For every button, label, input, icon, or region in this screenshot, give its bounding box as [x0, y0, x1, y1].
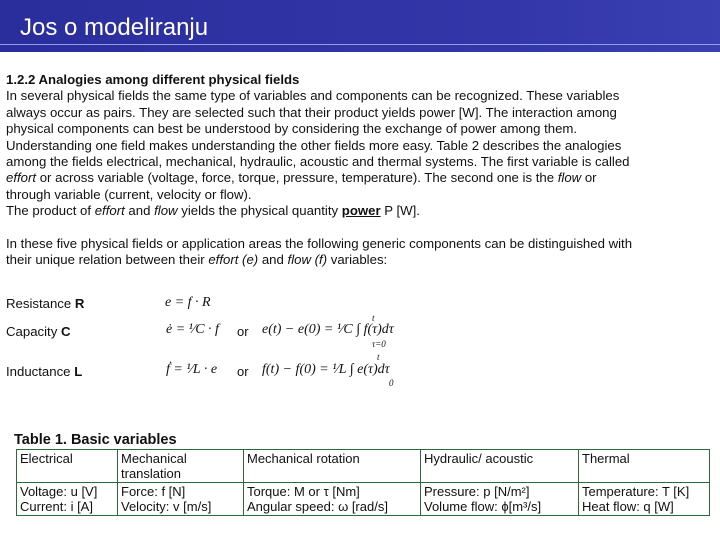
component-inductance	[6, 364, 82, 379]
component-symbol: R	[74, 296, 85, 311]
inductance-or: or	[237, 364, 249, 379]
cell-line: Heat flow: q [W]	[582, 499, 674, 514]
text-run: yields the physical quantity	[177, 203, 342, 219]
paragraph-line: through variable (current, velocity or flow).	[6, 186, 252, 202]
paragraph-line: In several physical fields the same type of variables and components can be recognized. These variables	[6, 88, 620, 104]
table-cell	[421, 483, 579, 516]
term-flow-f: flow (f)	[287, 252, 328, 268]
slide-title: Jos o modeliranju	[20, 14, 209, 41]
slide-header	[0, 0, 720, 52]
text-run: variables:	[327, 252, 388, 268]
component-resistance	[6, 296, 84, 311]
document-body	[6, 72, 712, 268]
cell-line: Angular speed: ω [rad/s]	[247, 499, 388, 514]
component-label: Resistance	[6, 296, 75, 311]
table-header-cell: Mechanical rotation	[244, 450, 421, 483]
table-cell	[17, 483, 118, 516]
cell-line: Volume flow: ϕ[m³/s]	[424, 499, 542, 514]
capacity-integral-upper: t	[372, 313, 375, 323]
inductance-formula-integral: f(t) − f(0) = ¹⁄L ∫ e(τ)dτ	[262, 362, 390, 377]
header-divider	[0, 44, 720, 45]
basic-variables-table	[16, 449, 710, 516]
table-header-cell: Hydraulic/ acoustic	[421, 450, 579, 483]
paragraph-line: among the fields electrical, mechanical, hydraulic, acoustic and thermal systems. The first variable is called	[6, 154, 630, 170]
inductance-integral-lower: 0	[389, 378, 394, 388]
component-symbol: C	[60, 324, 71, 339]
cell-line: Temperature: T [K]	[582, 484, 690, 499]
component-capacity	[6, 324, 71, 339]
table-header-cell: Electrical	[17, 450, 118, 483]
table-header-row	[17, 450, 710, 483]
term-effort: effort	[6, 170, 37, 186]
term-power: power	[341, 203, 381, 219]
cell-line: Force: f [N]	[121, 484, 186, 499]
table-row	[17, 483, 710, 516]
table-title: Table 1. Basic variables	[14, 432, 177, 448]
component-label: Capacity	[6, 324, 61, 339]
cell-line: Current: i [A]	[20, 499, 93, 514]
text-run: and	[124, 203, 155, 219]
table-header-cell: Mechanical translation	[118, 450, 244, 483]
table-cell	[579, 483, 710, 516]
resistance-formula: e = f · R	[165, 295, 211, 310]
cell-line: Pressure: p [N/m²]	[424, 484, 530, 499]
inductance-formula-derivative: ḟ = ¹⁄L · e	[166, 362, 218, 377]
paragraph-line: Understanding one field makes understanding the other fields more easy. Table 2 describes the analogies	[6, 137, 622, 153]
component-label: Inductance	[6, 364, 75, 379]
capacity-formula-integral: e(t) − e(0) = ¹⁄C ∫ f(τ)dτ	[262, 322, 394, 337]
paragraph-line	[6, 252, 712, 268]
table-header-cell: Thermal	[579, 450, 710, 483]
cell-line: Torque: M or τ [Nm]	[247, 484, 360, 499]
term-flow: flow	[557, 170, 582, 186]
table-cell	[244, 483, 421, 516]
text-run: their unique relation between their	[6, 252, 209, 268]
paragraph-line: physical components can best be understood by considering the exchange of power among them.	[6, 121, 578, 137]
section-heading: 1.2.2 Analogies among different physical fields	[6, 72, 300, 87]
cell-line: Voltage: u [V]	[20, 484, 98, 499]
term-flow: flow	[154, 203, 178, 219]
paragraph-line: always occur as pairs. They are selected such that their product yields power [W]. The interaction among	[6, 104, 617, 120]
text-run: The product of	[6, 203, 95, 219]
table-cell	[118, 483, 244, 516]
term-effort-e: effort (e)	[208, 252, 259, 268]
text-run: and	[258, 252, 288, 268]
paragraph-line	[6, 203, 712, 219]
capacity-integral-lower: τ=0	[372, 339, 386, 349]
component-symbol: L	[74, 364, 83, 379]
paragraph-line: In these five physical fields or application areas the following generic components can be distinguished with	[6, 235, 633, 251]
text-run: or across variable (voltage, force, torque, pressure, temperature). The second one is the	[36, 170, 558, 186]
inductance-integral-upper: t	[377, 352, 380, 362]
term-effort: effort	[94, 203, 125, 219]
capacity-or: or	[237, 324, 249, 339]
cell-line: Velocity: v [m/s]	[121, 499, 212, 514]
text-run: P [W].	[380, 203, 420, 219]
paragraph-line	[6, 170, 712, 186]
text-run: or	[581, 170, 597, 186]
capacity-formula-derivative: ė = ¹⁄C · f	[166, 322, 219, 337]
